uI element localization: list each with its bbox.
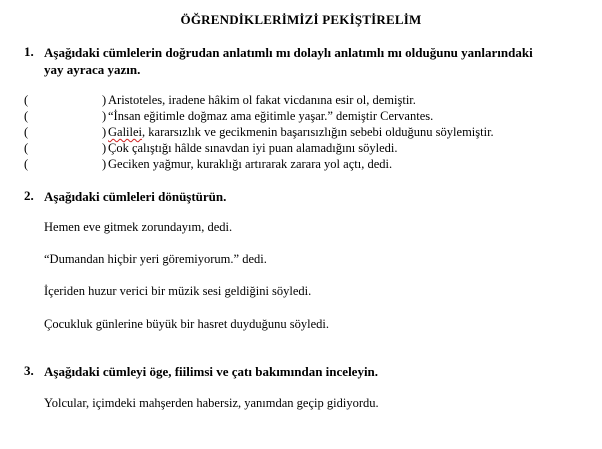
question-1-number: 1. bbox=[24, 44, 34, 59]
spellcheck-flagged-word: Galilei bbox=[108, 125, 143, 139]
answer-paren-open: ( bbox=[24, 93, 29, 107]
answer-paren-open: ( bbox=[24, 141, 29, 155]
item-sentence: Aristoteles, iradene hâkim ol fakat vicdanına esir ol, demiştir. bbox=[108, 93, 416, 107]
answer-paren-open: ( bbox=[24, 157, 29, 171]
answer-paren-close: ) bbox=[102, 125, 107, 139]
item-sentence: Çok çalıştığı hâlde sınavdan iyi puan alamadığını söyledi. bbox=[108, 141, 398, 155]
question-3-sentence: Yolcular, içimdeki mahşerden habersiz, yanımdan geçip gidiyordu. bbox=[44, 396, 379, 410]
list-item: Hemen eve gitmek zorundayım, dedi. bbox=[44, 220, 233, 234]
list-item: “Dumandan hiçbir yeri göremiyorum.” dedi. bbox=[44, 252, 267, 266]
question-2-prompt: Aşağıdaki cümleleri dönüştürün. bbox=[44, 189, 227, 204]
page-title: ÖĞRENDİKLERİMİZİ PEKİŞTİRELİM bbox=[180, 12, 422, 27]
answer-paren-close: ) bbox=[102, 109, 107, 123]
list-item: İçeriden huzur verici bir müzik sesi geldiğini söyledi. bbox=[44, 284, 312, 298]
item-sentence: Geciken yağmur, kuraklığı artırarak zarara yol açtı, dedi. bbox=[108, 157, 393, 171]
question-1-prompt-line-1: Aşağıdaki cümlelerin doğrudan anlatımlı mı dolaylı anlatımlı mı olduğunu yanlarındaki bbox=[44, 45, 533, 60]
question-3-prompt: Aşağıdaki cümleyi öge, fiilimsi ve çatı bakımından inceleyin. bbox=[44, 364, 379, 379]
question-3-number: 3. bbox=[24, 363, 34, 378]
item-sentence bbox=[108, 124, 494, 140]
item-sentence-rest: , kararsızlık ve gecikmenin başarısızlığın sebebi olduğunu söylemiştir. bbox=[142, 125, 494, 139]
question-2-number: 2. bbox=[24, 188, 34, 203]
answer-paren-open: ( bbox=[24, 109, 29, 123]
answer-paren-close: ) bbox=[102, 157, 107, 171]
item-sentence: “İnsan eğitimle doğmaz ama eğitimle yaşar.” demiştir Cervantes. bbox=[108, 109, 434, 123]
list-item: Çocukluk günlerine büyük bir hasret duyduğunu söyledi. bbox=[44, 317, 330, 331]
answer-paren-open: ( bbox=[24, 125, 29, 139]
question-1-prompt-line-2: yay ayraca yazın. bbox=[44, 62, 141, 77]
answer-paren-close: ) bbox=[102, 93, 107, 107]
answer-paren-close: ) bbox=[102, 141, 107, 155]
